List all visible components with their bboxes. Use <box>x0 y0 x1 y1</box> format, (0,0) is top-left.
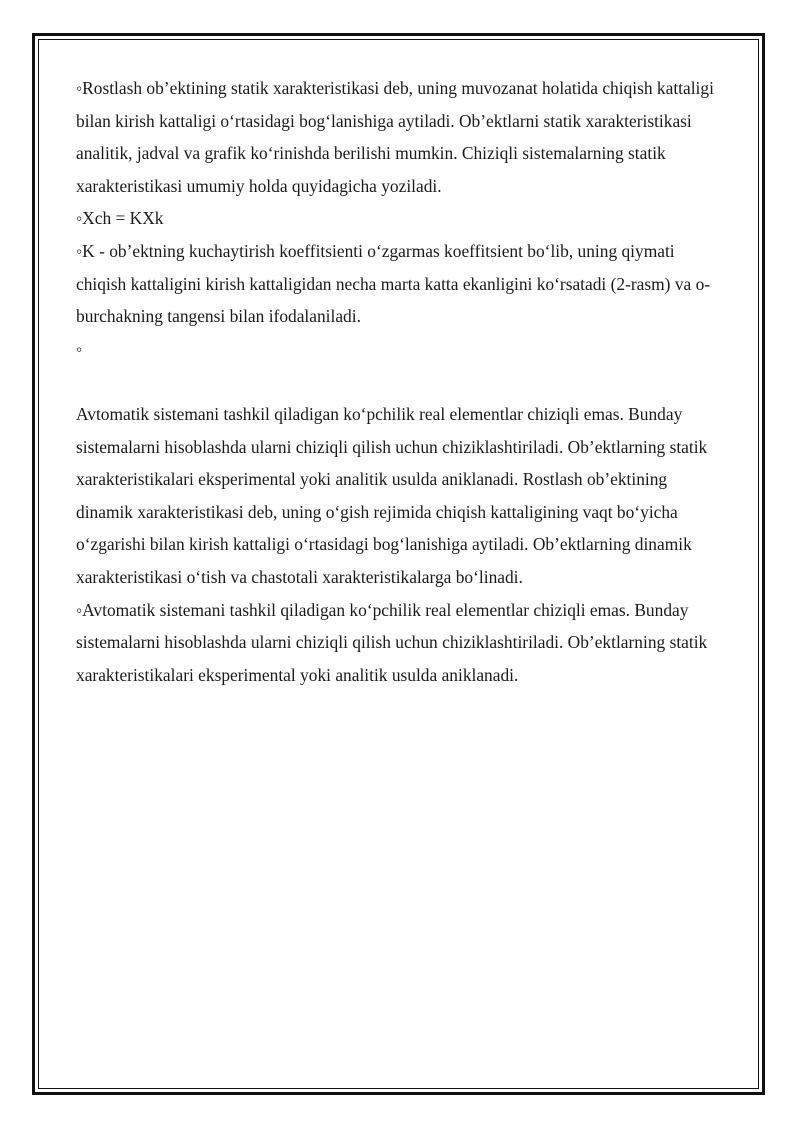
document-body <box>76 72 726 691</box>
paragraph-gain-coefficient: ◦K - ob’ektning kuchaytirish koeffitsienti o‘zgarmas koeffitsient bo‘lib, uning qiymati chiqish kattaligini kirish kattaligidan necha marta katta ekanligini ko‘rsatadi (2-rasm) va o-burchakning tangensi bilan ifodalaniladi. <box>76 240 711 327</box>
paragraph-nonlinear-elements: ◦Avtomatik sistemani tashkil qiladigan ko‘pchilik real elementlar chiziqli emas. Bunday sistemalarni hisoblashda ularni chiziqli qilish uchun chiziklashtiriladi. Ob’ektlarning statik xarakteristikalari eksperimental yoki analitik usulda aniklanadi. <box>76 599 708 685</box>
paragraph-formula: ◦Xch = KXk <box>76 208 164 229</box>
paragraph-static-characteristic: ◦Rostlash ob’ektining statik xarakteristikasi deb, uning muvozanat holatida chiqish kattaligi bilan kirish kattaligi o‘rtasidagi bog‘lanishiga aytiladi. Ob’ektlarni statik xarakteristikasi analitik, jadval va grafik ko‘rinishda berilishi mumkin. Chiziqli sistemalarning statik xarakteristikasi umumiy holda quyidagicha yoziladi. <box>76 78 714 196</box>
paragraph-bullet-empty: ◦ <box>76 338 83 359</box>
paragraph-dynamic-characteristic: Avtomatik sistemani tashkil qiladigan ko‘pchilik real elementlar chiziqli emas. Bunday sistemalarni hisoblashda ularni chiziqli qilish uchun chiziklashtiriladi. Ob’ektlarning statik xarakteristikalari eksperimental yoki analitik usulda aniklanadi. Rostlash ob’ektining dinamik xarakteristikasi deb, uning o‘gish rejimida chiqish kattaligining vaqt bo‘yicha o‘zgarishi bilan kirish kattaligi o‘rtasidagi bog‘lanishiga aytiladi. Ob’ektlarning dinamik xarakteristikasi o‘tish va chastotali xarakteristikalarga bo‘linadi. <box>76 403 708 587</box>
blank-line <box>76 365 726 398</box>
